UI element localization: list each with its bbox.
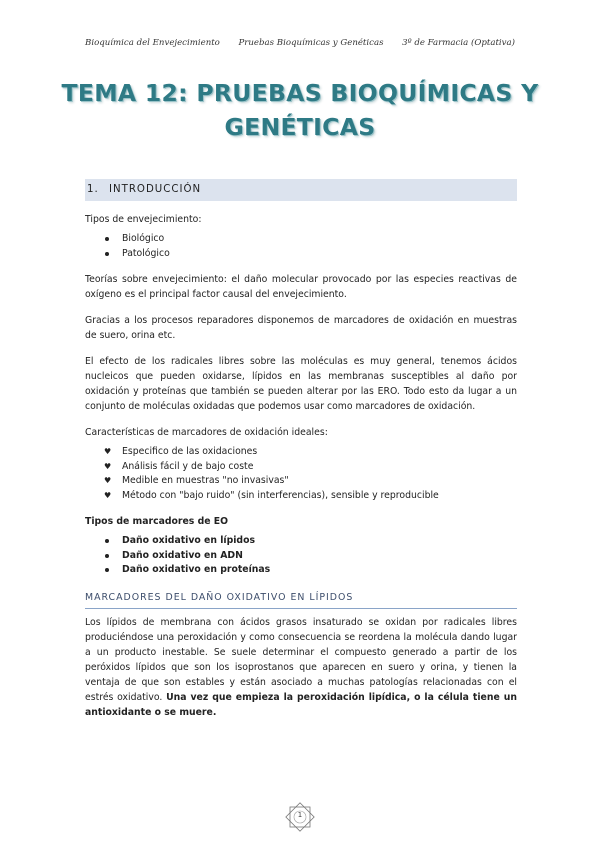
tipos-marcadores-label: Tipos de marcadores de EO	[85, 516, 229, 527]
paragraph-lipidos-bold: Una vez que empieza la peroxidación lipídica, o la célula tiene un antioxidante o se muere.	[85, 691, 517, 718]
paragraph-reparadores: Gracias a los procesos reparadores disponemos de marcadores de oxidación en muestras de suero, orina etc.	[85, 315, 517, 341]
section-number: 1.	[87, 184, 99, 195]
list-item: ♥ Método con "bajo ruido" (sin interferencias), sensible y reproducible	[85, 489, 517, 504]
tipos-list	[85, 232, 517, 261]
page-number-badge	[283, 800, 317, 834]
list-item: ♥ Especifico de las oxidaciones	[85, 445, 517, 460]
list-item: ♥ Medible en muestras "no invasivas"	[85, 474, 517, 489]
header-course: Bioquímica del Envejecimiento	[85, 38, 220, 48]
tipos-marcadores-list	[85, 534, 517, 578]
paragraph-radicales: El efecto de los radicales libres sobre las moléculas es muy general, tenemos ácidos nucleicos que pueden oxidarse, lípidos en las membranas susceptibles al daño por oxidación y proteínas que también se pueden alterar por las ERO. Todo esto da lugar a un conjunto de moléculas oxidadas que podemos usar como marcadores de oxidación.	[85, 356, 517, 412]
title-line-2: GENÉTICAS	[224, 113, 376, 141]
list-item: Biológico	[85, 232, 517, 247]
section-heading-introduccion	[85, 179, 517, 201]
section-title: INTRODUCCIÓN	[109, 184, 202, 195]
page-number: 1	[297, 811, 303, 819]
list-item: Daño oxidativo en proteínas	[85, 563, 517, 578]
page-header	[85, 38, 515, 48]
caracteristicas-label: Características de marcadores de oxidación ideales:	[85, 427, 328, 438]
header-degree: 3º de Farmacia (Optativa)	[402, 38, 515, 48]
caracteristicas-list	[85, 445, 517, 503]
subsection-heading-lipidos: MARCADORES DEL DAÑO OXIDATIVO EN LÍPIDOS	[85, 590, 517, 609]
list-item: ♥ Análisis fácil y de bajo coste	[85, 460, 517, 475]
page-title	[40, 76, 560, 144]
paragraph-lipidos-text: Los lípidos de membrana con ácidos grasos insaturado se oxidan por radicales libres produciéndose una peroxidación y como consecuencia se reordena la molécula dando lugar a un producto inestable. Se suele determinar el compuesto generado a partir de los peróxidos lípidos que son los isoprostanos que aparecen en suero y orina, y tienen la ventaja de que son estables y están asociado a muchas patologías relacionadas con el estrés oxidativo.	[85, 616, 517, 703]
title-line-1: TEMA 12: PRUEBAS BIOQUÍMICAS Y	[61, 79, 539, 107]
header-topic: Pruebas Bioquímicas y Genéticas	[238, 38, 384, 48]
list-item: Patológico	[85, 247, 517, 262]
list-item: Daño oxidativo en lípidos	[85, 534, 517, 549]
paragraph-teorias: Teorías sobre envejecimiento: el daño molecular provocado por las especies reactivas de oxígeno es el principal factor causal del envejecimiento.	[85, 274, 517, 300]
list-item: Daño oxidativo en ADN	[85, 549, 517, 564]
document-body	[85, 179, 517, 720]
tipos-label: Tipos de envejecimiento:	[85, 214, 202, 225]
paragraph-lipidos	[85, 615, 517, 720]
